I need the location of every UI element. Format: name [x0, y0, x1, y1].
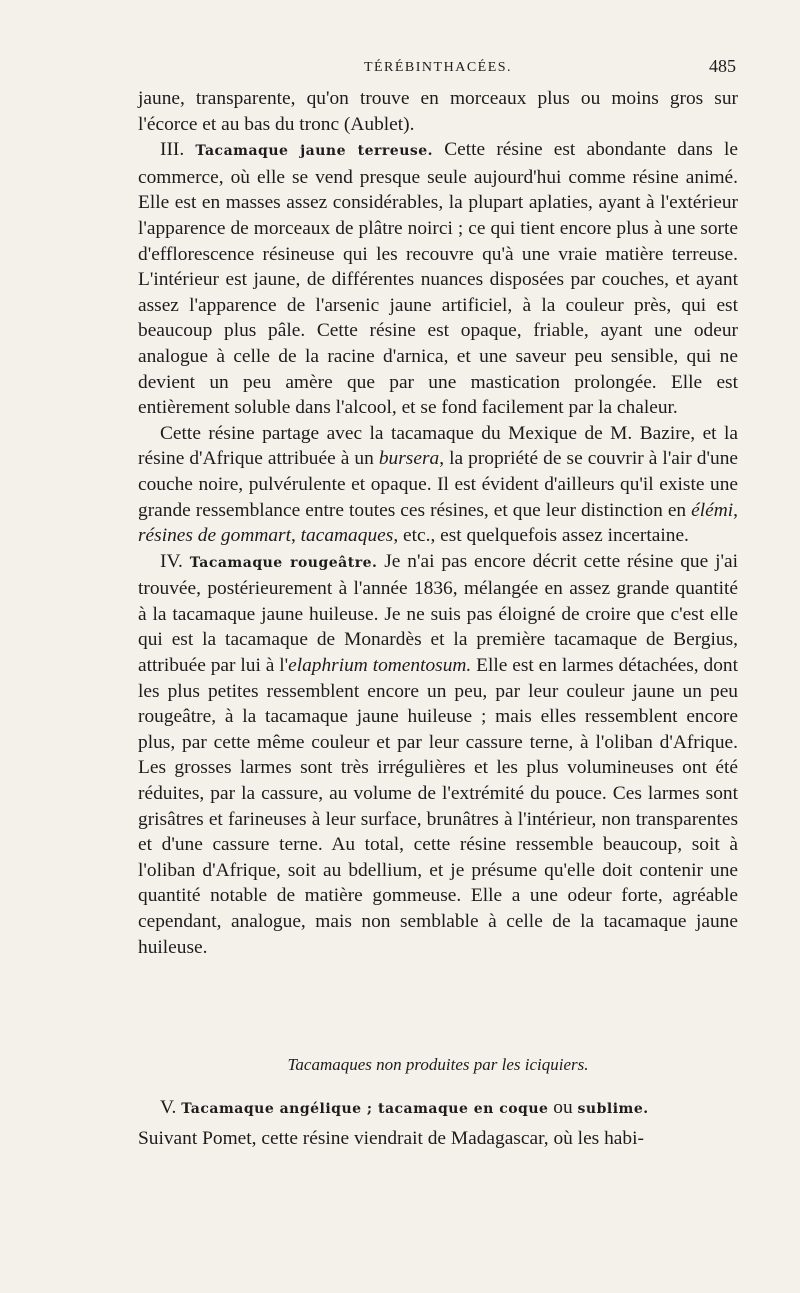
italic-term: résines de gommart: [138, 525, 291, 547]
text-run: , etc., est quelquefois assez incertaine.: [393, 525, 689, 547]
text-run: ,: [733, 499, 738, 521]
text-run: , la propriété de se couvrir à l'air d'une couche noire, pulvérulente et opaque. Il est évident d'ailleurs qu'il existe une grande ressemblance entre toutes ces résines, et que leur distinction en: [138, 448, 738, 521]
italic-term: élémi: [691, 499, 734, 521]
text-run: Je n'ai pas encore décrit cette résine que j'ai trouvée, postérieurement à l'année 1836, mélangée en assez grande quantité à la tacamaque jaune huileuse. Je ne suis pas éloigné de croire que c'est elle qui est la tacamaque de Monardès et la première tacamaque de Bergius, attribuée par lui à l': [138, 550, 738, 677]
italic-term: tacamaques: [300, 525, 394, 547]
italic-term: bursera: [378, 448, 440, 470]
section-heading: Tacamaque rougeâtre.: [189, 554, 378, 571]
paragraph-text: Cette résine est abondante dans le commerce, où elle se vend presque seule aujourd'hui comme résine animé. Elle est en masses assez considérables, la plupart aplaties, ayant à l'extérieur l'apparence de morceaux de plâtre noirci ; ce qui tient encore plus à une sorte d'efflorescence résineuse qui les recouvre qu'à une vraie matière terreuse. L'intérieur est jaune, de différentes nuances disposées par couches, et ayant assez l'apparence de l'arsenic jaune artificiel, à la couleur près, qui est beaucoup plus pâle. Cette résine est opaque, friable, ayant une odeur analogue à celle de la racine d'arnica, et une saveur peu sensible, qui ne devient un peu amère que par une mastication prolongée. Elle est entièrement soluble dans l'alcool, et se fond facilement par la chaleur.: [138, 139, 739, 419]
section-subtitle: Tacamaques non produites par les iciquiers.: [287, 1055, 589, 1074]
paragraph-comparison: [138, 421, 738, 549]
main-text: [138, 86, 738, 960]
paragraph-text: jaune, transparente, qu'on trouve en morceaux plus ou moins gros sur l'écorce et au bas du tronc (Aublet).: [138, 88, 738, 135]
running-title: TÉRÉBINTHACÉES.: [363, 60, 513, 75]
section-heading: Tacamaque jaune terreuse.: [195, 143, 434, 160]
page-header: [138, 56, 738, 80]
paragraph-heading-line: [138, 1093, 738, 1124]
paragraph-text-last: [138, 1124, 738, 1154]
paragraph-text: Suivant Pomet, cette résine viendrait de Madagascar, où les habi-: [138, 1128, 644, 1149]
text-run: Elle est en larmes détachées, dont les plus petites ressemblent encore un peu, par leur couleur jaune un peu rougeâtre, à la tacamaque jaune huileuse ; mais elles ressemblent encore plus, par cette même couleur et par leur cassure terne, à l'oliban d'Afrique. Les grosses larmes sont très irrégulières et les plus volumineuses ont été réduites, par la cassure, au volume de l'extrémité du pouce. Ces larmes sont grisâtres et farineuses à leur surface, brunâtres à l'intérieur, non transparentes et d'une cassure terne. Au total, cette résine ressemble beaucoup, soit à l'oliban d'Afrique, soit au bdellium, et je présume qu'elle doit contenir une quantité notable de matière gommeuse. Elle a une odeur forte, agréable cependant, analogue, mais non semblable à celle de la tacamaque jaune huileuse.: [138, 655, 739, 958]
italic-term: elaphrium tomentosum.: [288, 655, 472, 677]
section-number: III.: [160, 139, 185, 161]
paragraph-tacamaque-jaune-terreuse: [138, 137, 738, 421]
text-run: Cette résine partage avec la tacamaque du Mexique de M. Bazire, et la résine d'Afrique attribuée à un: [138, 422, 738, 470]
page-number: 485: [709, 56, 736, 76]
paragraph-tacamaque-rougeatre: [138, 549, 738, 961]
section-heading: Tacamaque angélique ; tacamaque en coque: [181, 1101, 549, 1117]
bottom-text: [138, 1093, 738, 1154]
paragraph-continuation: [138, 86, 738, 137]
conjunction: ou: [553, 1097, 573, 1118]
text-run: ,: [290, 525, 301, 547]
section-number: IV.: [160, 550, 183, 572]
section-number: V.: [160, 1097, 177, 1118]
section-heading: sublime.: [577, 1101, 649, 1117]
